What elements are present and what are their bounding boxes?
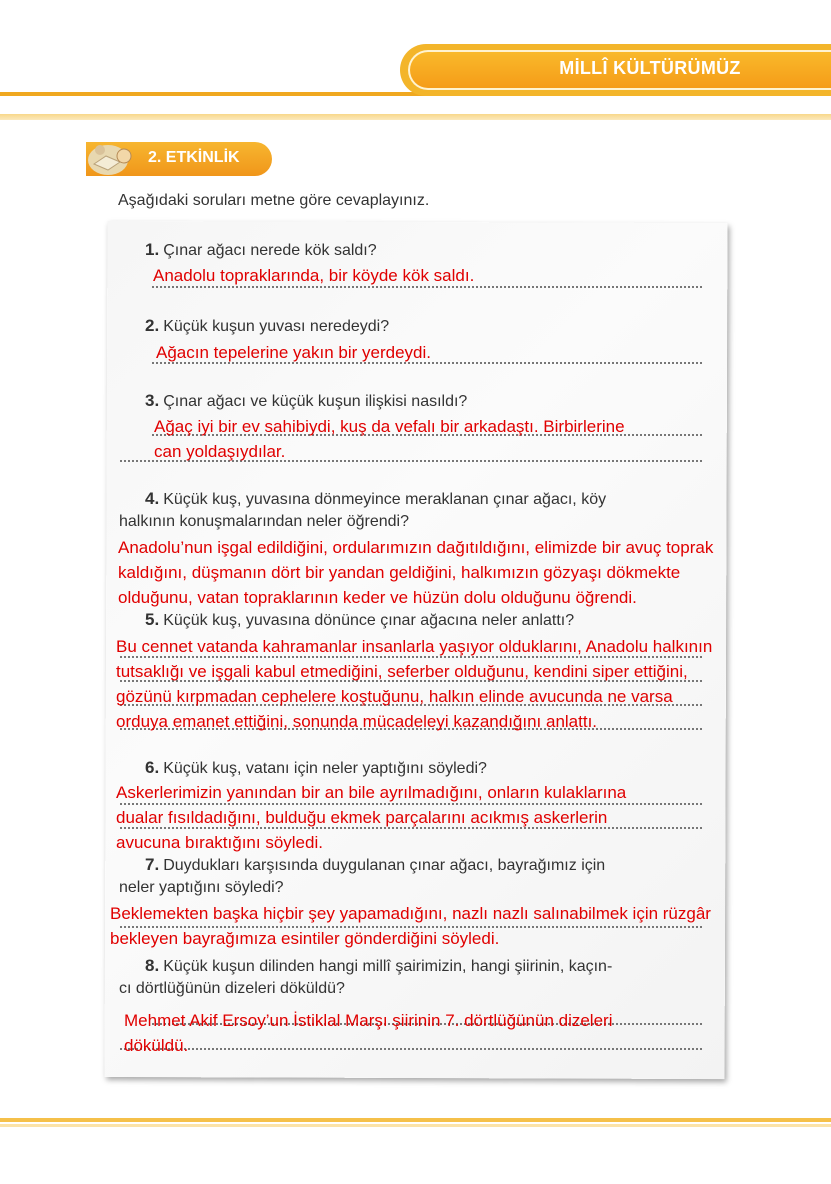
- answer-3: Ağaç iyi bir ev sahibiydi, kuş da vefalı bir arkadaştı. Birbirlerine can yoldaşıydılar.: [154, 417, 625, 461]
- question-1: 1. Çınar ağacı nerede kök saldı?: [145, 240, 377, 259]
- section-title: MİLLÎ KÜLTÜRÜMÜZ: [559, 58, 741, 78]
- answer-1: Anadolu topraklarında, bir köyde kök saldı.: [153, 266, 475, 285]
- question-5: 5. Küçük kuş, yuvasına dönünce çınar ağacına neler anlattı?: [145, 610, 575, 629]
- question-6: 6. Küçük kuş, vatanı için neler yaptığını söyledi?: [145, 758, 487, 777]
- question-3: 3. Çınar ağacı ve küçük kuşun ilişkisi nasıldı?: [145, 391, 468, 410]
- answer-4: Anadolu’nun işgal edildiğini, ordularımızın dağıtıldığını, elimizde bir avuç toprak kaldığını, düşmanın dört bir yandan geldiğini, halkımızın gözyaşı dökmekte olduğunu, vatan topraklarının keder ve hüzün dolu olduğunu öğrendi.: [118, 538, 714, 607]
- question-7: 7. Duydukları karşısında duygulanan çınar ağacı, bayrağımız için: [145, 855, 606, 874]
- answer-6: Askerlerimizin yanından bir an bile ayrılmadığını, onların kulaklarına dualar fısıldadığını, bulduğu ekmek parçalarını acıkmış askerlerin avucuna bıraktığını söyledi.: [116, 783, 627, 852]
- answer-8: Mehmet Akif Ersoy’un İstiklal Marşı şiirinin 7. dörtlüğünün dizeleri döküldü.: [124, 1011, 613, 1055]
- book-figure-icon: [84, 138, 140, 178]
- question-7-cont: neler yaptığını söyledi?: [119, 879, 284, 896]
- header-rule-light: [0, 114, 831, 120]
- footer-rule: [0, 1118, 831, 1122]
- question-2: 2. Küçük kuşun yuvası neredeydi?: [145, 316, 390, 335]
- question-4: 4. Küçük kuş, yuvasına dönmeyince meraklanan çınar ağacı, köy: [145, 489, 607, 508]
- answer-5: Bu cennet vatanda kahramanlar insanlarla yaşıyor olduklarını, Anadolu halkının tutsaklığı ve işgali kabul etmediğini, seferber olduğunu, kendini siper ettiğini, gözünü kırpmadan cephelere koştuğunu, halkın elinde avucunda ne varsa orduya emanet ettiğini, sonunda mücadeleyi kazandığını anlattı.: [116, 637, 713, 731]
- answer-7: Beklemekten başka hiçbir şey yapamadığını, nazlı nazlı salınabilmek için rüzgâr bekleyen bayrağımıza esintiler gönderdiğini söyledi.: [110, 904, 711, 948]
- question-8-cont: cı dörtlüğünün dizeleri döküldü?: [119, 980, 345, 997]
- footer-rule-light: [0, 1124, 831, 1127]
- activity-label: 2. ETKİNLİK: [148, 149, 240, 166]
- question-8: 8. Küçük kuşun dilinden hangi millî şairimizin, hangi şiirinin, kaçın-: [145, 956, 613, 975]
- activity-instruction: Aşağıdaki soruları metne göre cevaplayınız.: [118, 192, 430, 209]
- question-4-cont: halkının konuşmalarından neler öğrendi?: [119, 513, 409, 530]
- answer-2: Ağacın tepelerine yakın bir yerdeydi.: [156, 343, 431, 362]
